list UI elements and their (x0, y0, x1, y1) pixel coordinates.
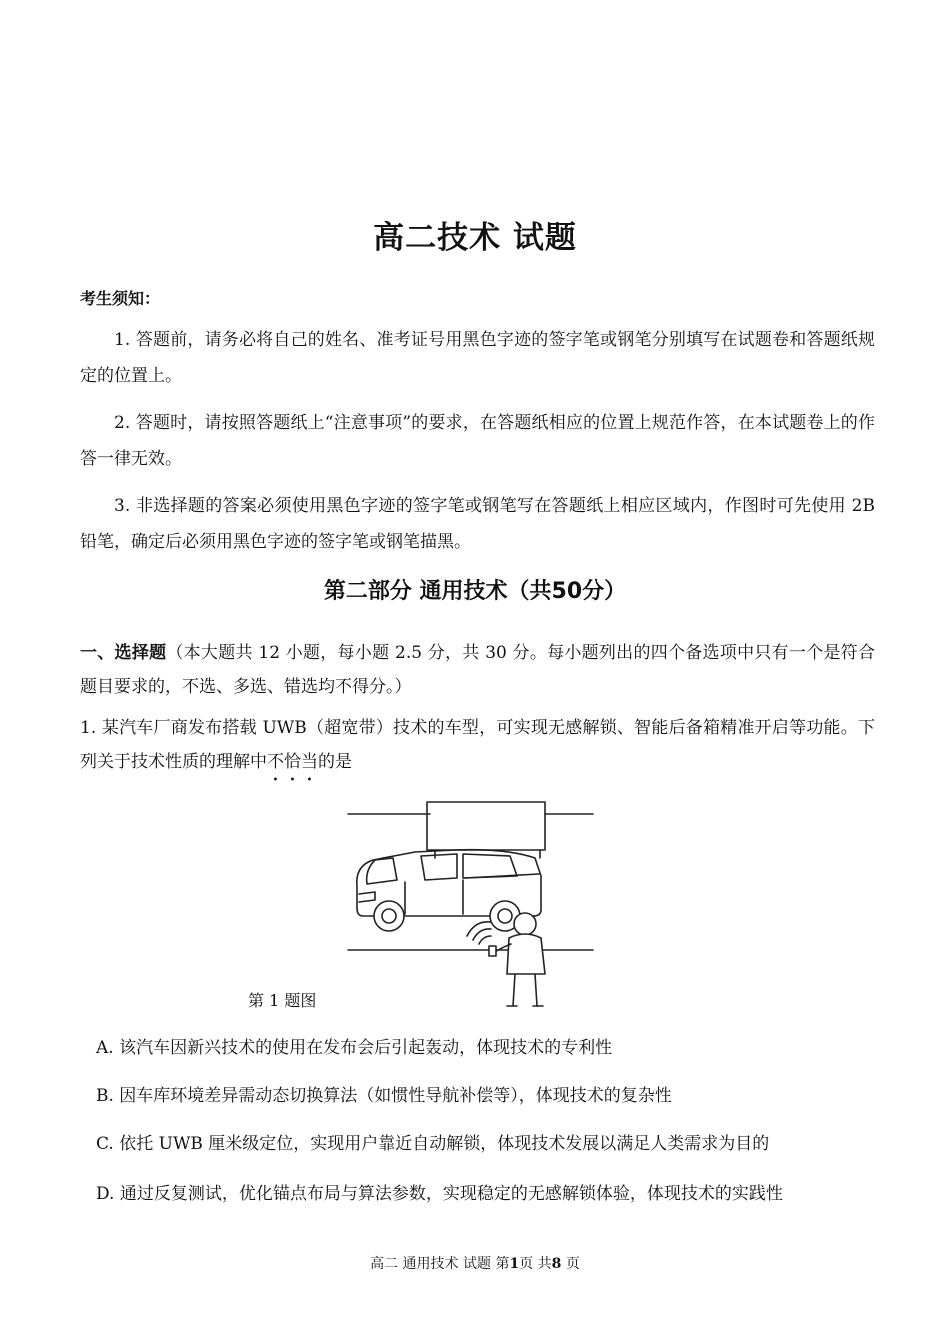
car-window (421, 854, 457, 880)
footer-middle: 页 共 (519, 1256, 552, 1272)
person-legs (513, 974, 537, 1006)
section-title: 第二部分 通用技术（共50分） (323, 579, 627, 604)
notice-item-3: 3. 非选择题的答案必须使用黑色字迹的签字笔或钢笔写在答题纸上相应区域内，作图时可先使用 2B 铅笔，确定后必须用黑色字迹的签字笔或钢笔描黑。 (80, 496, 875, 552)
option-d: D. 通过反复测试，优化锚点布局与算法参数，实现稳定的无感解锁体验，体现技术的实践性 (96, 1184, 783, 1204)
car-windshield (367, 858, 397, 884)
page-title: 高二技术 试题 (373, 220, 577, 256)
question-stem-text: 1. 某汽车厂商发布搭载 UWB（超宽带）技术的车型，可实现无感解锁、智能后备箱精准开启等功能。下列关于技术性质的理解中 (80, 718, 875, 772)
person-body (507, 934, 545, 974)
car-headlight (359, 892, 375, 902)
person-head (514, 913, 536, 935)
option-b: B. 因车库环境差异需动态切换算法（如惯性导航补偿等），体现技术的复杂性 (96, 1086, 672, 1106)
notice-item-1: 1. 答题前，请务必将自己的姓名、准考证号用黑色字迹的签字笔或钢笔分别填写在试题卷和答题纸规定的位置上。 (80, 330, 875, 386)
footer-prefix: 高二 通用技术 试题 第 (370, 1256, 510, 1272)
wall-cabinet (427, 802, 545, 850)
emphasis-char: 不 (267, 752, 284, 772)
option-a: A. 该汽车因新兴技术的使用在发布会后引起轰动，体现技术的专利性 (96, 1038, 613, 1058)
footer-total-pages: 8 (551, 1256, 562, 1272)
emphasis-char: 恰 (284, 752, 301, 772)
car-unlock-illustration (345, 798, 595, 1010)
notice-item-2: 2. 答题时，请按照答题纸上“注意事项”的要求，在答题纸相应的位置上规范作答，在本试题卷上的作答一律无效。 (80, 413, 875, 469)
phone-icon (489, 946, 496, 956)
footer-page-number: 1 (509, 1256, 520, 1272)
emphasis-char: 当 (301, 752, 318, 772)
question-stem-end: 的是 (318, 752, 352, 772)
signal-arc (473, 929, 491, 940)
question-1-stem (80, 711, 875, 779)
part-description: （本大题共 12 小题，每小题 2.5 分，共 30 分。每小题列出的四个备选项中只有一个是符合题目要求的，不选、多选、错选均不得分。） (80, 643, 875, 697)
figure-caption: 第 1 题图 (248, 991, 317, 1010)
car-wheel (374, 901, 404, 931)
signal-arc (479, 936, 491, 944)
part-intro (80, 636, 875, 704)
footer-suffix: 页 (561, 1256, 580, 1272)
part-label: 一、选择题 (80, 643, 167, 663)
notice-heading: 考生须知： (80, 289, 161, 308)
car-window (463, 854, 517, 878)
page-footer (0, 1253, 950, 1273)
option-c: C. 依托 UWB 厘米级定位，实现用户靠近自动解锁，体现技术发展以满足人类需求为目的 (96, 1134, 770, 1154)
